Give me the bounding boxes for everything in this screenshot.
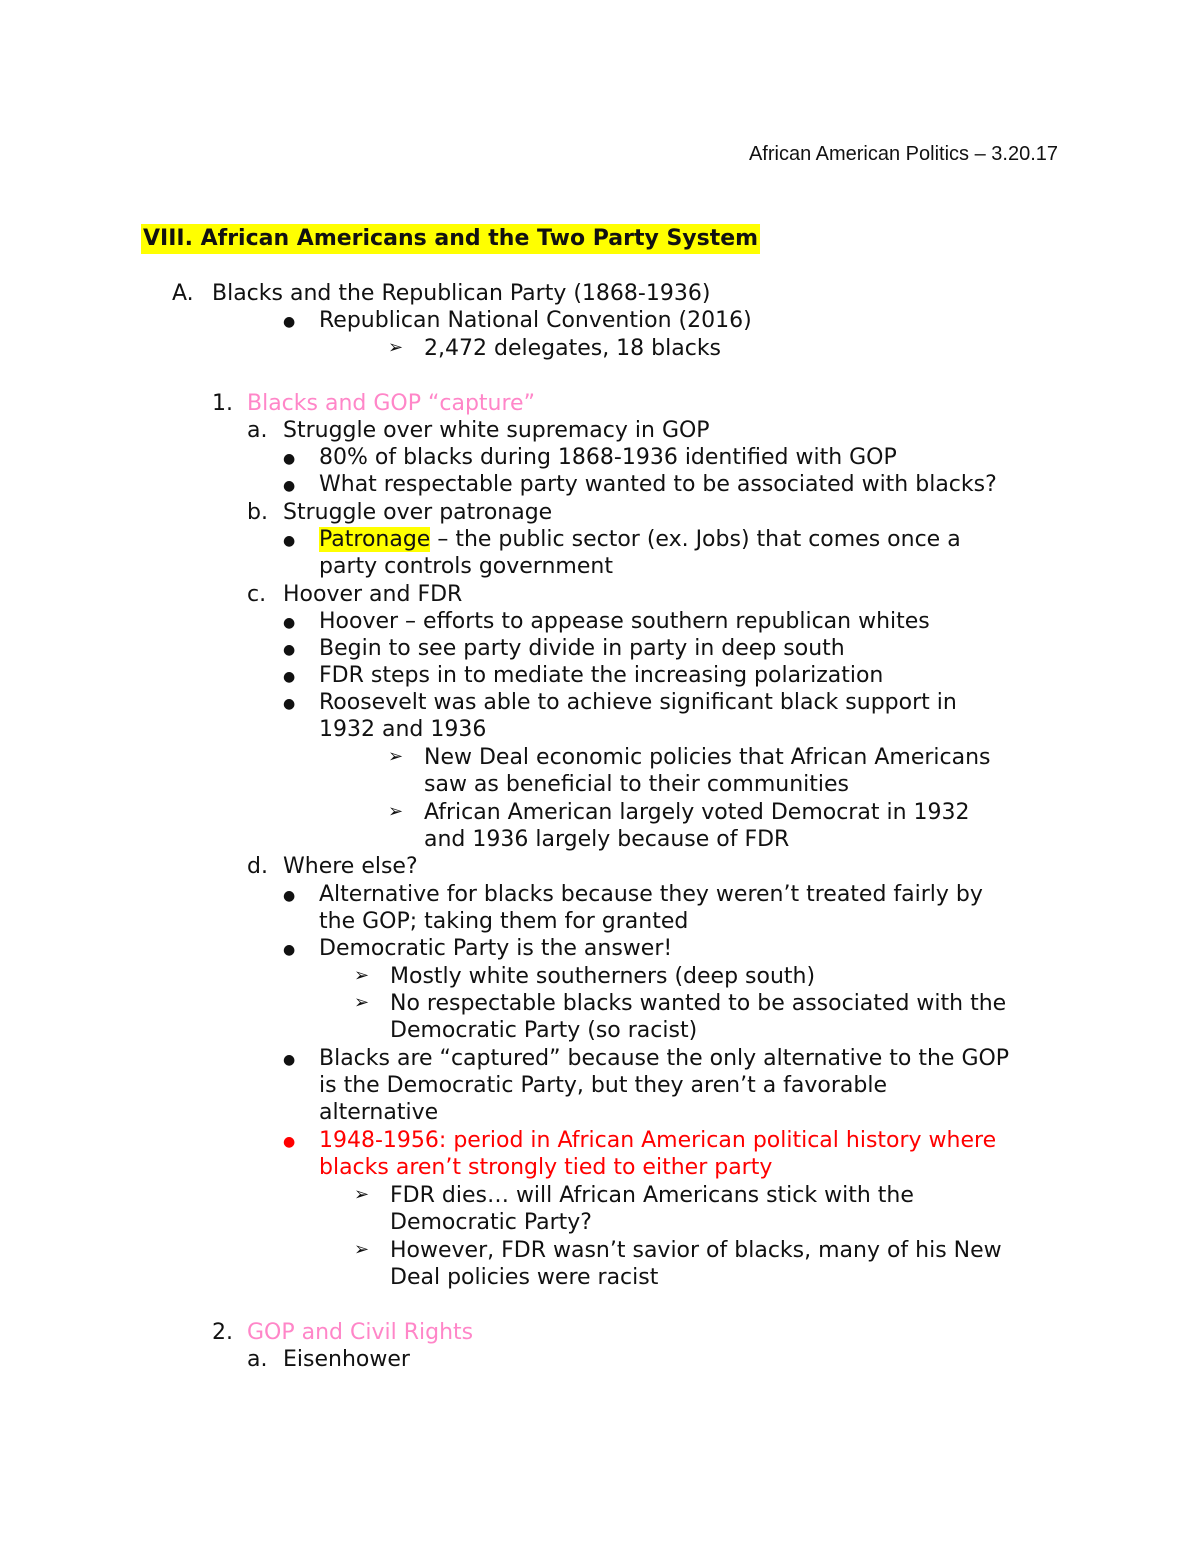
arrow-bullet-icon: ➢ bbox=[388, 746, 404, 767]
list-item: Republican National Convention (2016) bbox=[319, 308, 752, 333]
list-item-continuation: party controls government bbox=[319, 554, 613, 579]
bullet-icon: ● bbox=[283, 533, 296, 549]
list-item: What respectable party wanted to be associated with blacks? bbox=[319, 472, 997, 497]
bullet-icon: ● bbox=[283, 615, 296, 631]
list-item-continuation: Democratic Party? bbox=[390, 1210, 592, 1235]
list-item: New Deal economic policies that African Americans bbox=[424, 745, 991, 770]
list-item-continuation: saw as beneficial to their communities bbox=[424, 772, 849, 797]
list-item: However, FDR wasn’t savior of blacks, many of his New bbox=[390, 1238, 1002, 1263]
section-title: VIII. African Americans and the Two Party System bbox=[141, 224, 760, 254]
arrow-bullet-icon: ➢ bbox=[354, 1239, 370, 1260]
bullet-icon: ● bbox=[283, 1134, 296, 1150]
list-item: African American largely voted Democrat in 1932 bbox=[424, 800, 970, 825]
arrow-bullet-icon: ➢ bbox=[354, 1184, 370, 1205]
arrow-bullet-icon: ➢ bbox=[354, 965, 370, 986]
list-item: Blacks are “captured” because the only alternative to the GOP bbox=[319, 1046, 1010, 1071]
outline-marker-1: 1. bbox=[212, 391, 233, 416]
outline-marker-a: a. bbox=[247, 1347, 268, 1372]
bullet-icon: ● bbox=[283, 696, 296, 712]
list-item-continuation: alternative bbox=[319, 1100, 439, 1125]
list-item: No respectable blacks wanted to be associated with the bbox=[390, 991, 1007, 1016]
part1-heading: Blacks and GOP “capture” bbox=[247, 391, 535, 416]
list-item: 80% of blacks during 1868-1936 identified with GOP bbox=[319, 445, 897, 470]
list-item-continuation: is the Democratic Party, but they aren’t a favorable bbox=[319, 1073, 888, 1098]
bullet-icon: ● bbox=[283, 451, 296, 467]
bullet-icon: ● bbox=[283, 642, 296, 658]
outline-marker-b: b. bbox=[247, 500, 268, 525]
outline-marker-c: c. bbox=[247, 582, 267, 607]
list-item: Hoover – efforts to appease southern republican whites bbox=[319, 609, 930, 634]
list-item-continuation: Deal policies were racist bbox=[390, 1265, 659, 1290]
list-item: Patronage – the public sector (ex. Jobs) that comes once a bbox=[319, 527, 961, 552]
arrow-bullet-icon: ➢ bbox=[388, 337, 404, 358]
bullet-icon: ● bbox=[283, 1052, 296, 1068]
list-item: Mostly white southerners (deep south) bbox=[390, 964, 816, 989]
page-header: African American Politics – 3.20.17 bbox=[748, 143, 1058, 165]
highlighted-term: Patronage bbox=[319, 527, 431, 552]
outline-marker-2: 2. bbox=[212, 1320, 233, 1345]
outline-marker-a: A. bbox=[172, 281, 194, 306]
arrow-bullet-icon: ➢ bbox=[388, 801, 404, 822]
outline-marker-a: a. bbox=[247, 418, 268, 443]
list-item: Democratic Party is the answer! bbox=[319, 936, 673, 961]
list-item-continuation: Democratic Party (so racist) bbox=[390, 1018, 698, 1043]
list-item-continuation: blacks aren’t strongly tied to either party bbox=[319, 1155, 773, 1180]
list-item: FDR dies… will African Americans stick with the bbox=[390, 1183, 914, 1208]
bullet-icon: ● bbox=[283, 478, 296, 494]
subsection-heading: Eisenhower bbox=[283, 1347, 410, 1372]
list-item: FDR steps in to mediate the increasing polarization bbox=[319, 663, 884, 688]
arrow-bullet-icon: ➢ bbox=[354, 992, 370, 1013]
subsection-heading: Hoover and FDR bbox=[283, 582, 463, 607]
subsection-heading: Where else? bbox=[283, 854, 418, 879]
bullet-icon: ● bbox=[283, 669, 296, 685]
part2-heading: GOP and Civil Rights bbox=[247, 1320, 474, 1345]
subsection-heading: Struggle over white supremacy in GOP bbox=[283, 418, 710, 443]
list-item: 2,472 delegates, 18 blacks bbox=[424, 336, 722, 361]
bullet-icon: ● bbox=[283, 314, 296, 330]
section-a-heading: Blacks and the Republican Party (1868-1936) bbox=[212, 281, 711, 306]
subsection-heading: Struggle over patronage bbox=[283, 500, 553, 525]
bullet-icon: ● bbox=[283, 888, 296, 904]
list-item-continuation: the GOP; taking them for granted bbox=[319, 909, 689, 934]
list-item-continuation: and 1936 largely because of FDR bbox=[424, 827, 790, 852]
bullet-icon: ● bbox=[283, 942, 296, 958]
list-item: Roosevelt was able to achieve significant black support in bbox=[319, 690, 957, 715]
list-item: Begin to see party divide in party in deep south bbox=[319, 636, 845, 661]
outline-marker-d: d. bbox=[247, 854, 268, 879]
list-item-continuation: 1932 and 1936 bbox=[319, 717, 487, 742]
list-item-emphasis: 1948-1956: period in African American political history where bbox=[319, 1128, 997, 1153]
list-item: Alternative for blacks because they weren’t treated fairly by bbox=[319, 882, 983, 907]
